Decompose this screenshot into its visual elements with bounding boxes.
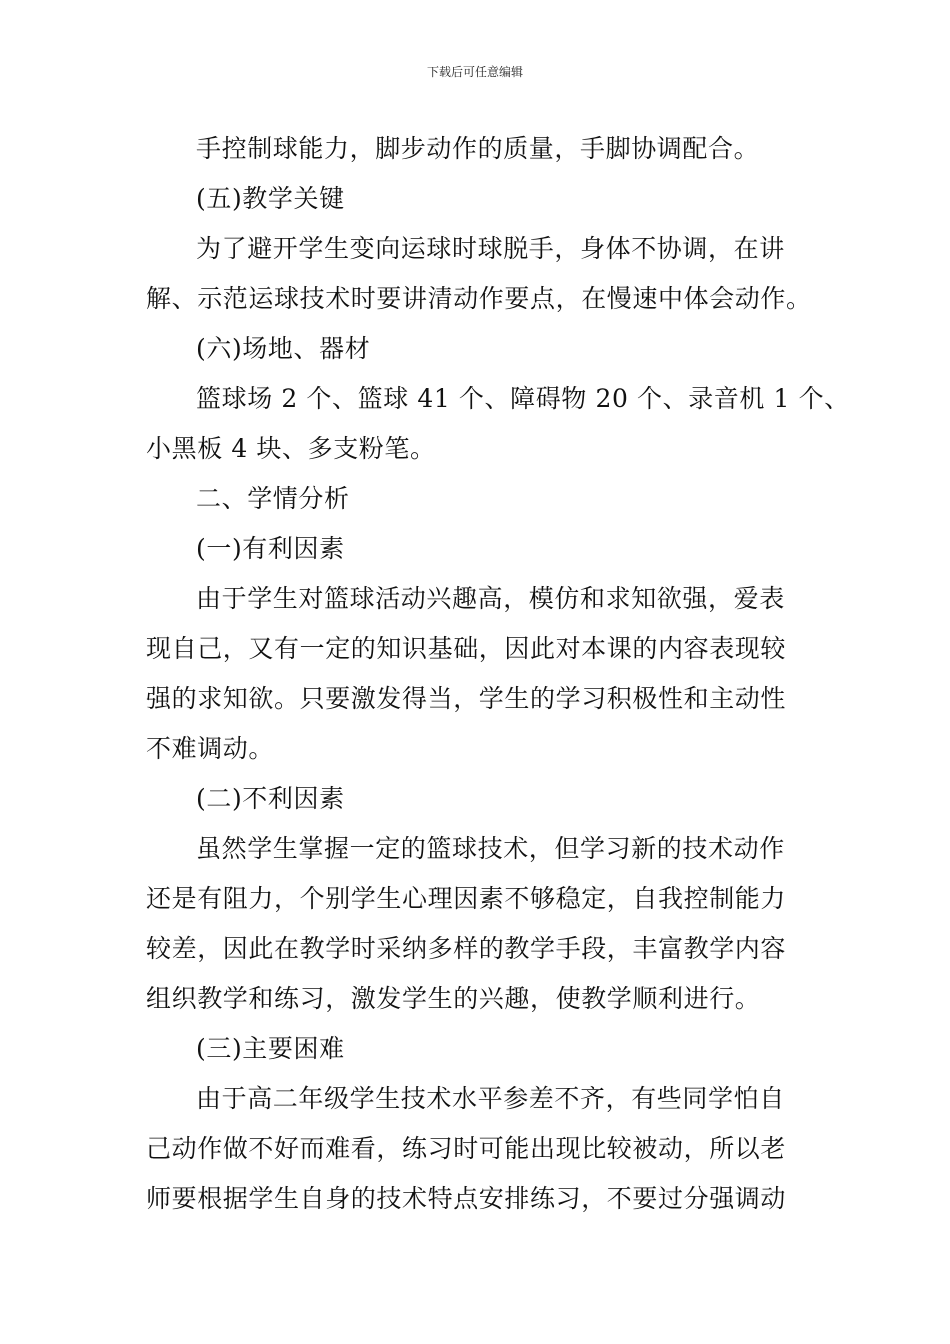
paragraph-first-line: 由于高二年级学生技术水平参差不齐，有些同学怕自: [196, 1084, 785, 1113]
page-header: 下载后可任意编辑: [426, 65, 523, 79]
body-line: 不难调动。: [146, 734, 275, 763]
body-line: 小黑板 4 块、多支粉笔。: [146, 434, 436, 463]
subsection-heading: (二)不利因素: [196, 784, 345, 813]
body-line: 现自己，又有一定的知识基础，因此对本课的内容表现较: [146, 634, 787, 663]
paragraph-first-line: 由于学生对篮球活动兴趣高，模仿和求知欲强，爱表: [196, 584, 785, 613]
body-line: 强的求知欲。只要激发得当，学生的学习积极性和主动性: [146, 684, 787, 713]
subsection-heading: (一)有利因素: [196, 534, 345, 563]
paragraph-first-line: 为了避开学生变向运球时球脱手，身体不协调，在讲: [196, 234, 785, 263]
section-heading: 二、学情分析: [196, 484, 350, 513]
subsection-heading: (三)主要困难: [196, 1034, 345, 1063]
body-line: 还是有阻力，个别学生心理因素不够稳定，自我控制能力: [146, 884, 787, 913]
body-line: 较差，因此在教学时采纳多样的教学手段，丰富教学内容: [146, 934, 787, 963]
body-line: 手控制球能力，脚步动作的质量，手脚协调配合。: [196, 134, 760, 163]
paragraph-first-line: 篮球场 2 个、篮球 41 个、障碍物 20 个、录音机 1 个、: [196, 384, 850, 413]
body-line: 己动作做不好而难看，练习时可能出现比较被动，所以老: [146, 1134, 787, 1163]
section-heading: (六)场地、器材: [196, 334, 371, 363]
body-line: 解、示范运球技术时要讲清动作要点，在慢速中体会动作。: [146, 284, 812, 313]
body-line: 组织教学和练习，激发学生的兴趣，使教学顺利进行。: [146, 984, 761, 1013]
section-heading: (五)教学关键: [196, 184, 345, 213]
paragraph-first-line: 虽然学生掌握一定的篮球技术，但学习新的技术动作: [196, 834, 785, 863]
body-line: 师要根据学生自身的技术特点安排练习，不要过分强调动: [146, 1184, 787, 1213]
